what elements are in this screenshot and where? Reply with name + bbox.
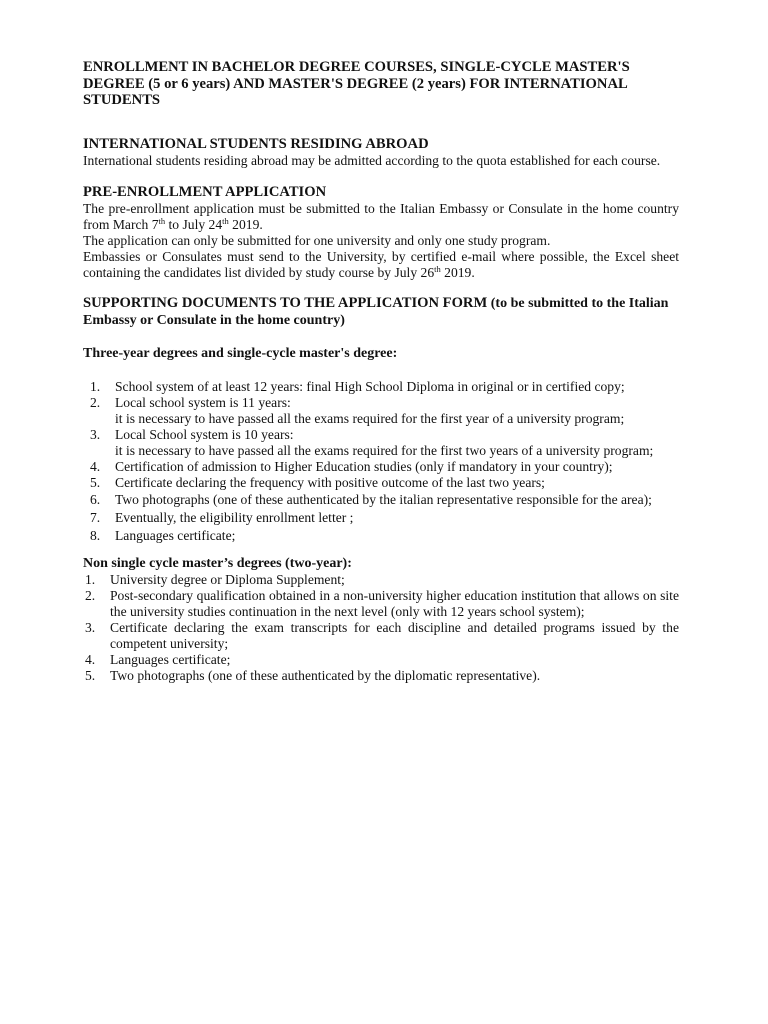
list-item: 7. Eventually, the eligibility enrollment letter ;	[90, 509, 354, 525]
list-item: 8. Languages certificate;	[90, 527, 236, 543]
list-item: 4. Languages certificate;	[85, 651, 231, 667]
list-item: 5. Two photographs (one of these authenticated by the diplomatic representative).	[85, 667, 541, 683]
document-title: ENROLLMENT IN BACHELOR DEGREE COURSES, SINGLE-CYCLE MASTER'S DEGREE (5 or 6 years) AND MASTER'S DEGREE (2 years) FOR INTERNATIONAL STUDENTS	[83, 59, 630, 108]
heading-residing-abroad: INTERNATIONAL STUDENTS RESIDING ABROAD	[83, 135, 429, 152]
list-item: 3. Local School system is 10 years: it is necessary to have passed all the exams required for the first two years of a university program;	[90, 426, 654, 458]
paragraph-one-university: The application can only be submitted for one university and only one study program.	[83, 232, 551, 248]
three-year-documents-list	[83, 379, 679, 545]
list-item: 4. Certification of admission to Higher Education studies (only if mandatory in your country);	[90, 458, 613, 474]
document-body	[83, 59, 679, 684]
list-item: 2. Local school system is 11 years: it is necessary to have passed all the exams required for the first year of a university program;	[90, 394, 625, 426]
paragraph-embassies: Embassies or Consulates must send to the University, by certified e-mail where possible, the Excel sheet containing the candidates list divided by study course by July 26th 2019.	[83, 248, 679, 280]
heading-supporting-documents: SUPPORTING DOCUMENTS TO THE APPLICATION FORM (to be submitted to the Italian Embassy or Consulate in the home country)	[83, 294, 669, 328]
list-item: 5. Certificate declaring the frequency with positive outcome of the last two years;	[90, 474, 545, 490]
paragraph-pre-enrollment-dates: The pre-enrollment application must be submitted to the Italian Embassy or Consulate in the home country from March 7th to July 24th 2019.	[83, 200, 679, 232]
subheading-three-year: Three-year degrees and single-cycle master's degree:	[83, 345, 398, 361]
list-item: 3. Certificate declaring the exam transcripts for each discipline and detailed programs issued by the competent university;	[85, 619, 679, 651]
paragraph-residing-abroad: International students residing abroad may be admitted according to the quota established for each course.	[83, 152, 661, 168]
subheading-two-year: Non single cycle master’s degrees (two-year):	[83, 555, 352, 571]
list-item: 2. Post-secondary qualification obtained in a non-university higher education institution that allows on site the university studies continuation in the next level (only with 12 years school system);	[85, 587, 679, 619]
heading-pre-enrollment: PRE-ENROLLMENT APPLICATION	[83, 183, 327, 200]
list-item: 6. Two photographs (one of these authenticated by the italian representative responsible for the area);	[90, 491, 652, 507]
list-item: 1. School system of at least 12 years: final High School Diploma in original or in certified copy;	[90, 378, 625, 394]
list-item: 1. University degree or Diploma Supplement;	[85, 571, 345, 587]
two-year-documents-list	[83, 572, 679, 684]
